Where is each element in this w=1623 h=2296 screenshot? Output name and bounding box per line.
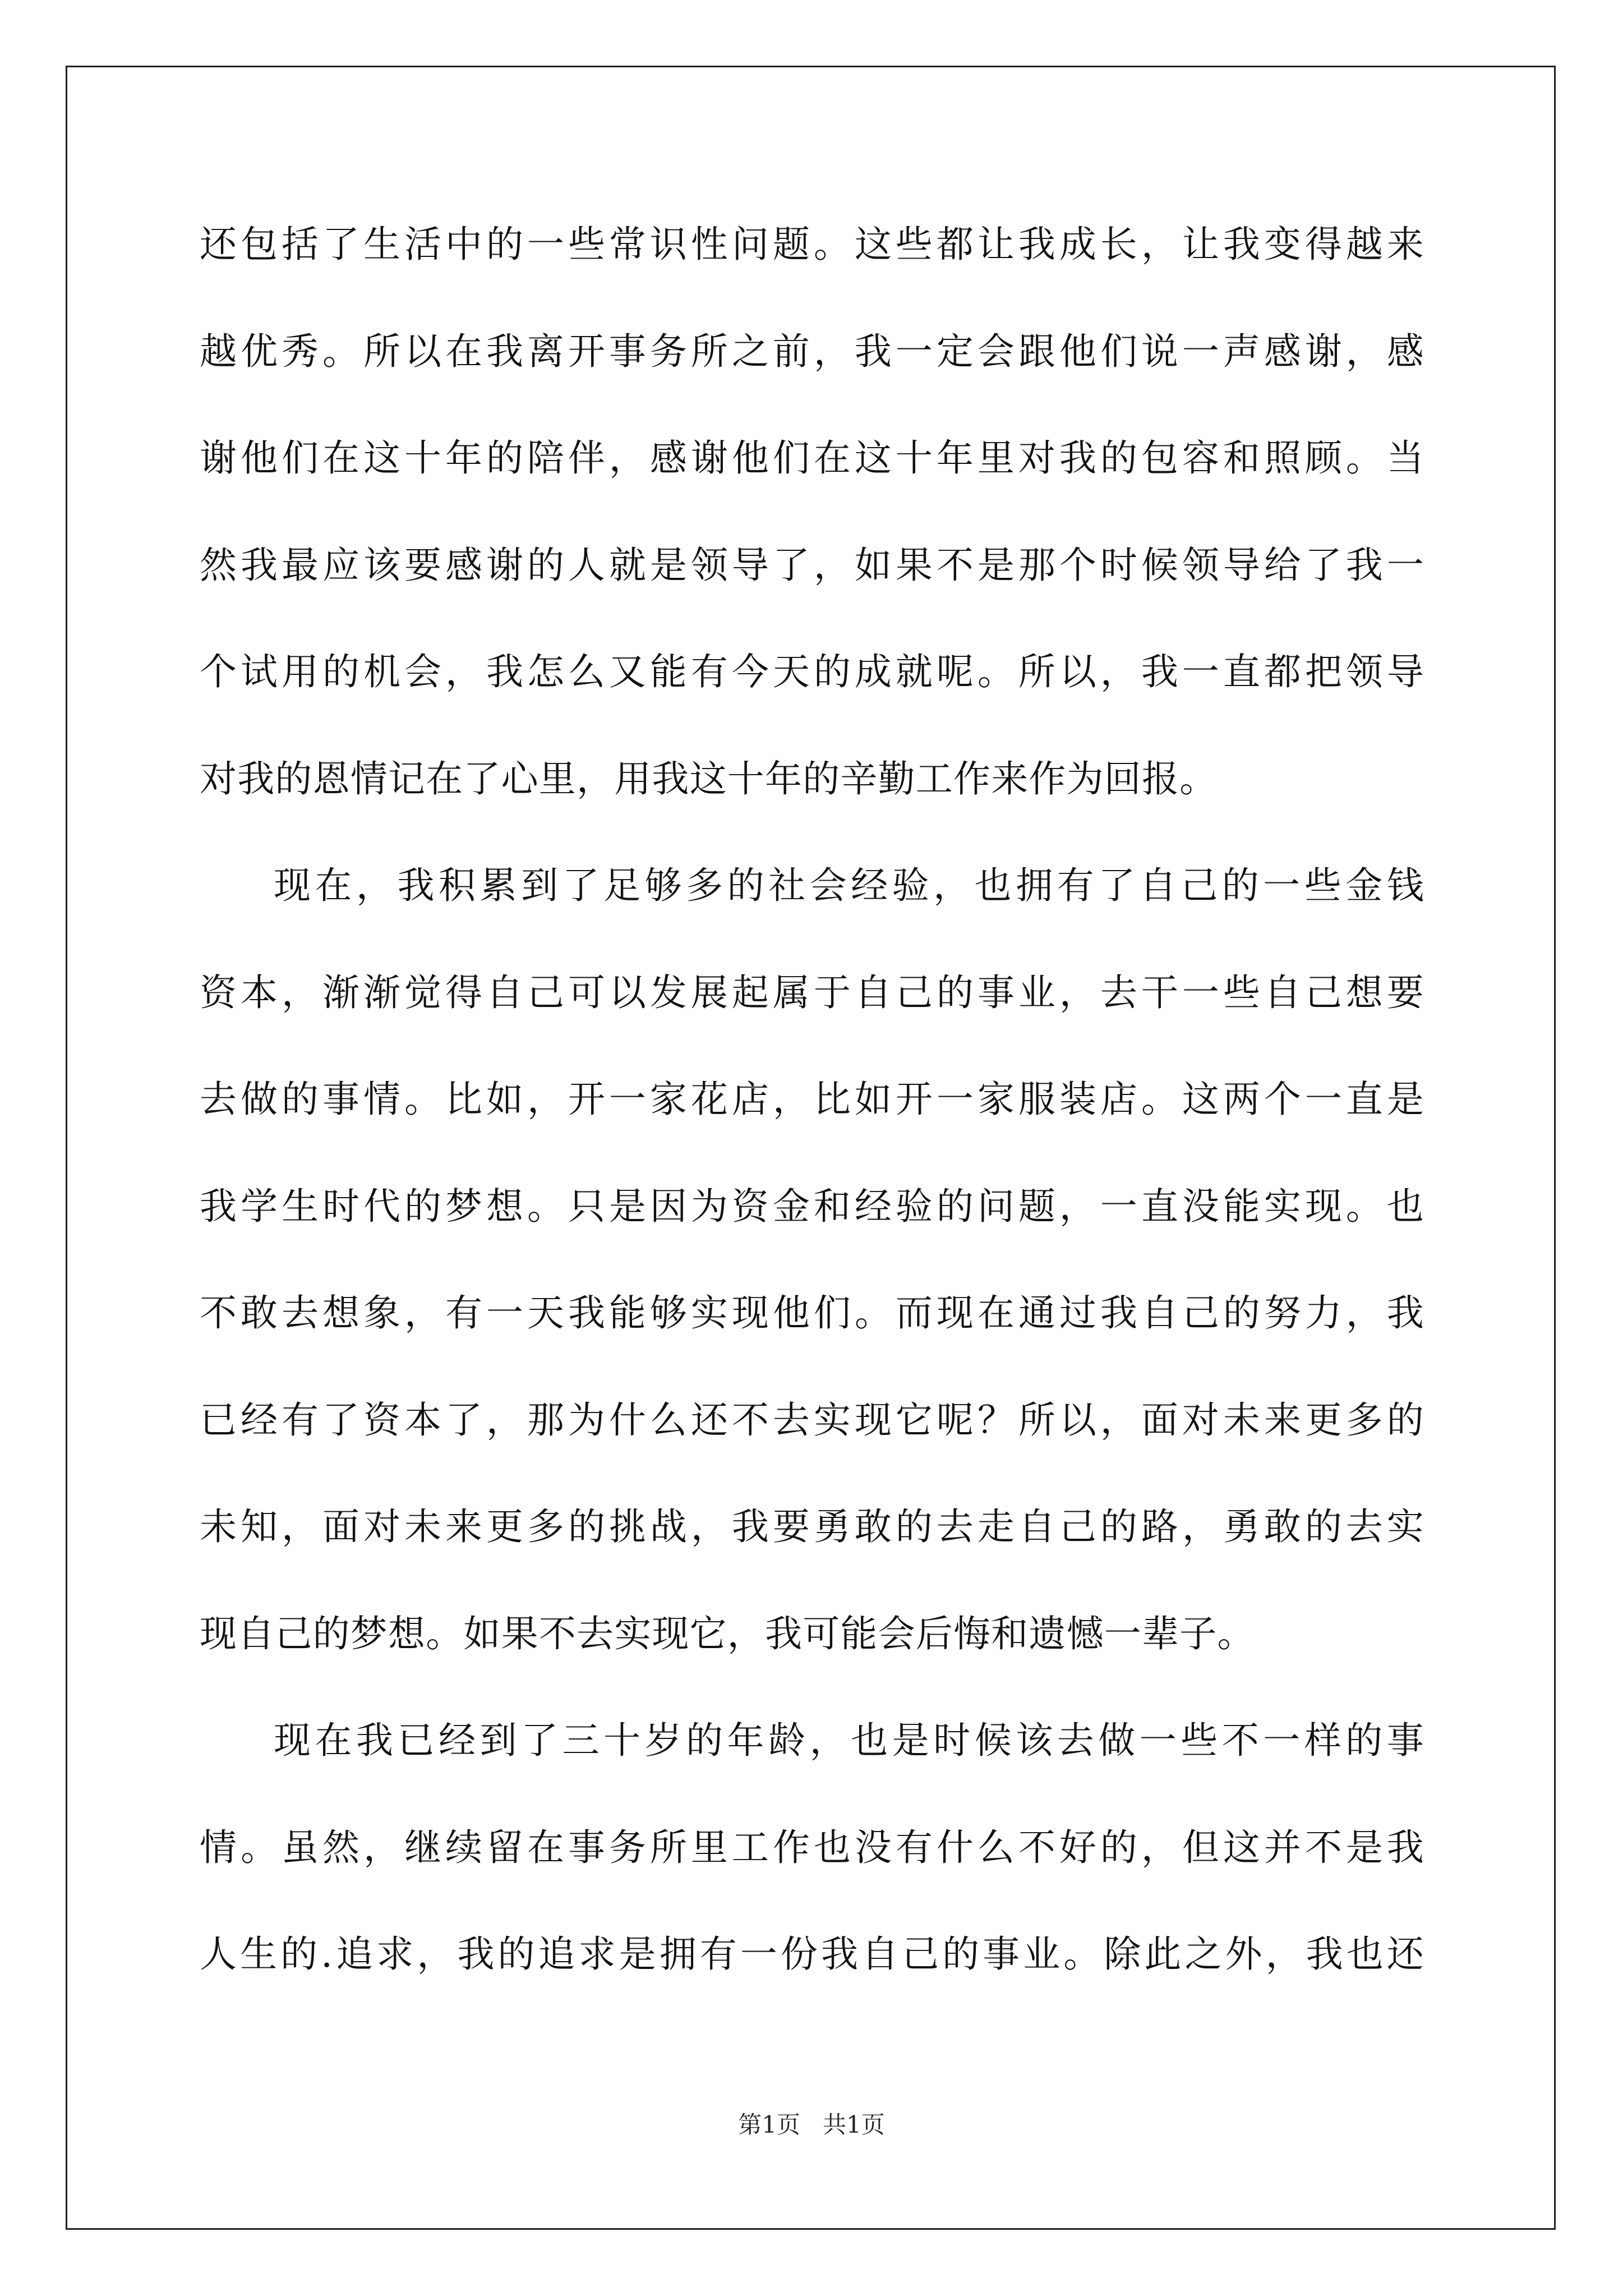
- text-line: 还包括了生活中的一些常识性问题。这些都让我成长，让我变得越来: [200, 223, 1424, 266]
- paragraph-first-line: 现在我已经到了三十岁的年龄，也是时候该去做一些不一样的事: [274, 1719, 1424, 1762]
- text-line: 资本，渐渐觉得自己可以发展起属于自己的事业，去干一些自己想要: [200, 970, 1424, 1014]
- text-line: 现自己的梦想。如果不去实现它，我可能会后悔和遗憾一辈子。: [200, 1612, 1255, 1655]
- text-line: 我学生时代的梦想。只是因为资金和经验的问题，一直没能实现。也: [200, 1184, 1424, 1228]
- page-number-footer: 第1页 共1页: [738, 2111, 885, 2138]
- text-line: 已经有了资本了，那为什么还不去实现它呢？所以，面对未来更多的: [200, 1398, 1424, 1442]
- paragraph-first-line: 现在，我积累到了足够多的社会经验，也拥有了自己的一些金钱: [274, 864, 1424, 907]
- text-line: 未知，面对未来更多的挑战，我要勇敢的去走自己的路，勇敢的去实: [200, 1505, 1424, 1548]
- text-line: 不敢去想象，有一天我能够实现他们。而现在通过我自己的努力，我: [200, 1291, 1424, 1335]
- text-line: 然我最应该要感谢的人就是领导了，如果不是那个时候领导给了我一: [200, 543, 1424, 587]
- document-body: [200, 212, 1424, 2029]
- text-line: 谢他们在这十年的陪伴，感谢他们在这十年里对我的包容和照顾。当: [200, 436, 1424, 480]
- text-line: 越优秀。所以在我离开事务所之前，我一定会跟他们说一声感谢，感: [200, 329, 1424, 373]
- text-line: 人生的.追求，我的追求是拥有一份我自己的事业。除此之外，我也还: [200, 1932, 1424, 1976]
- text-line: 个试用的机会，我怎么又能有今天的成就呢。所以，我一直都把领导: [200, 650, 1424, 693]
- text-line: 去做的事情。比如，开一家花店，比如开一家服装店。这两个一直是: [200, 1078, 1424, 1121]
- text-line: 情。虽然，继续留在事务所里工作也没有什么不好的，但这并不是我: [200, 1825, 1424, 1869]
- text-line: 对我的恩情记在了心里，用我这十年的辛勤工作来作为回报。: [200, 757, 1218, 800]
